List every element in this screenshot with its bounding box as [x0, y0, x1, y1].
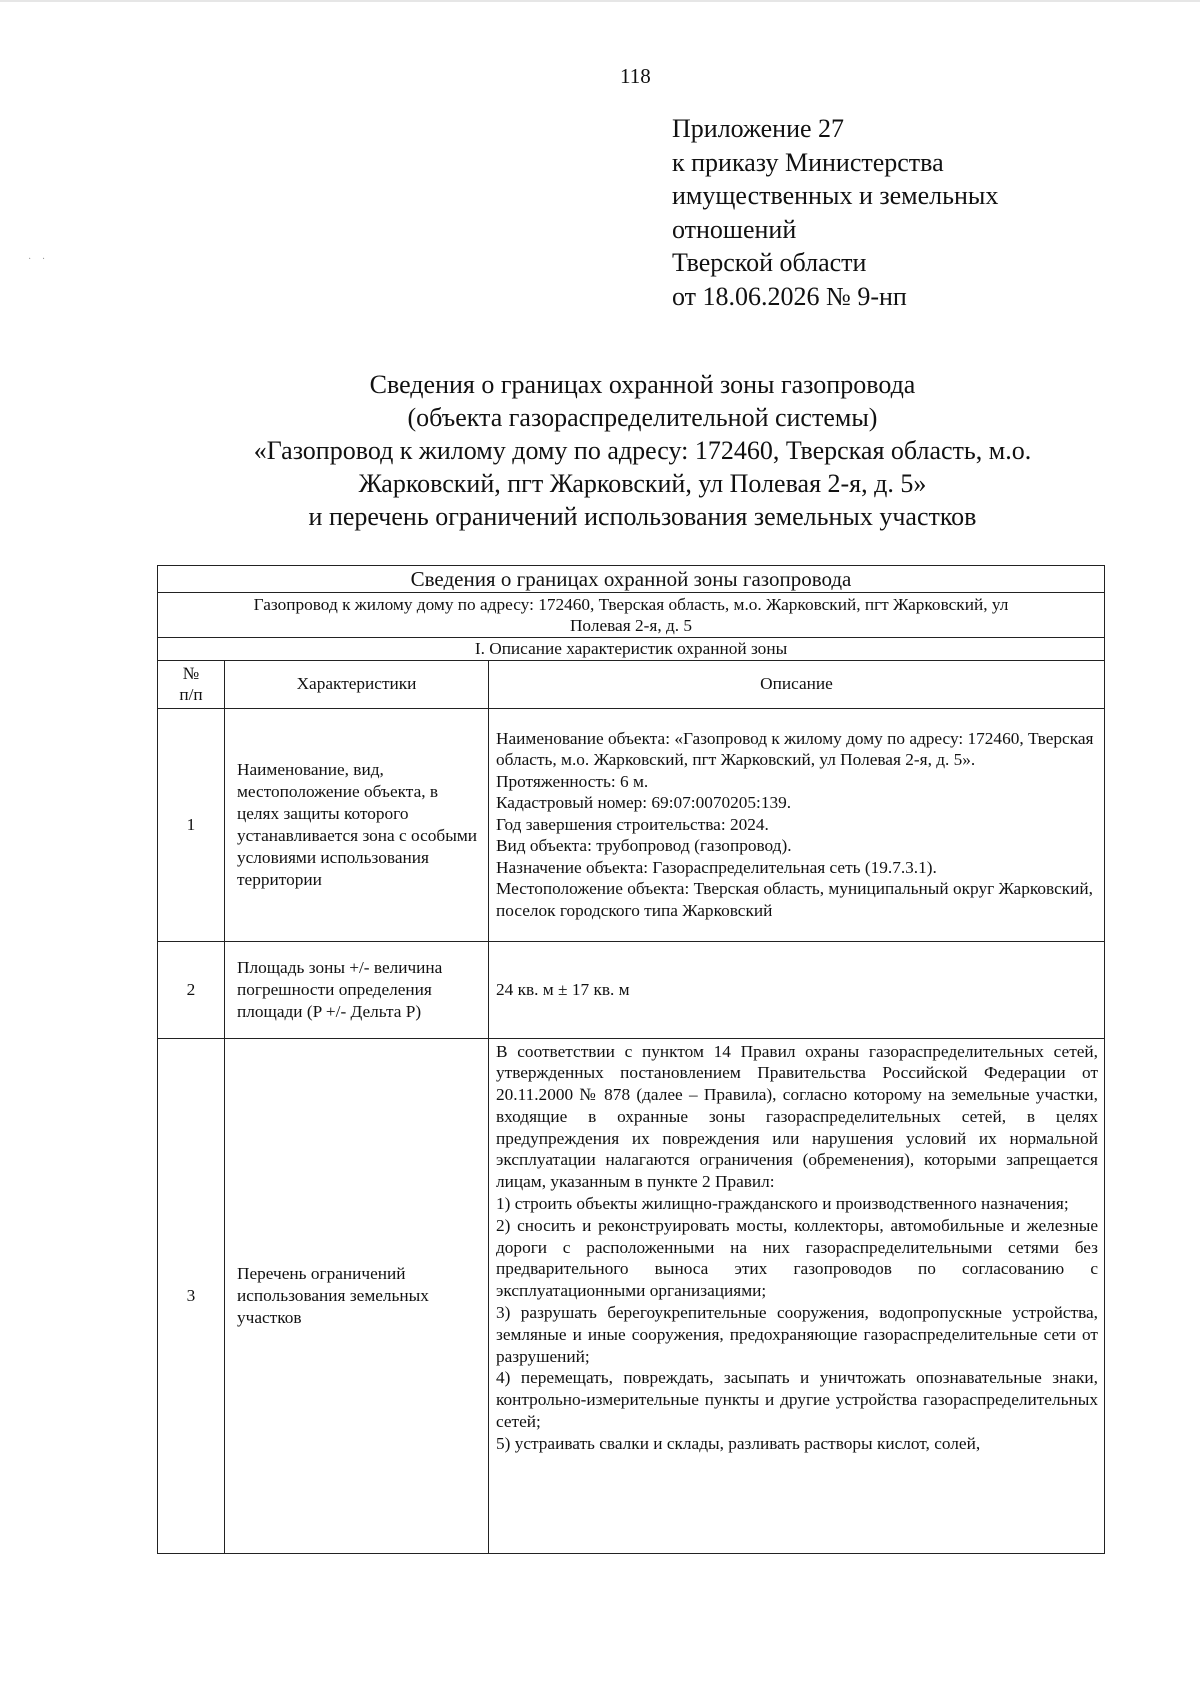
row-number: 3 — [158, 1038, 225, 1553]
row-characteristic: Перечень ограничений использования земельных участков — [225, 1038, 489, 1553]
title-line: Сведения о границах охранной зоны газопровода — [369, 370, 916, 399]
row-number: 1 — [158, 708, 225, 941]
description-paragraph: 3) разрушать берегоукрепительные сооружения, водопропускные устройства, земляные и иные сооружения, предохраняющие газораспределительные сети от разрушений; — [496, 1303, 1098, 1366]
column-header-description: Описание — [489, 660, 1105, 708]
appendix-line: Приложение 27 — [672, 114, 845, 143]
description-paragraph: 5) устраивать свалки и склады, разливать растворы кислот, солей, — [496, 1433, 981, 1453]
page-number: 118 — [620, 64, 651, 88]
appendix-line: к приказу Министерства — [672, 147, 944, 177]
table-row — [158, 708, 1105, 941]
zone-info-table — [157, 565, 1105, 1554]
scan-specks: · · — [28, 254, 50, 265]
scan-top-edge — [0, 0, 1200, 2]
appendix-block — [672, 112, 998, 313]
row-description — [489, 1038, 1105, 1553]
description-line: Год завершения строительства: 2024. — [496, 814, 769, 834]
description-line: 24 кв. м ± 17 кв. м — [496, 979, 630, 999]
column-header-number-line: п/п — [179, 685, 203, 704]
row-characteristic: Наименование, вид, местоположение объекта, в целях защиты которого устанавливается зона с особыми условиями использования территории — [225, 708, 489, 941]
description-line: Протяженность: 6 м. — [496, 771, 649, 791]
description-paragraph: 1) строить объекты жилищно-гражданского и производственного назначения; — [496, 1194, 1069, 1214]
title-line: (объекта газораспределительной системы) — [407, 403, 878, 432]
column-header-number — [158, 660, 225, 708]
appendix-line: Тверской области — [672, 248, 867, 277]
table-row — [158, 941, 1105, 1038]
title-line: Жарковский, пгт Жарковский, ул Полевая 2-я, д. 5» — [358, 469, 927, 498]
description-line: Кадастровый номер: 69:07:0070205:139. — [496, 793, 792, 813]
row-description — [489, 708, 1105, 941]
table-object-name — [158, 593, 1105, 638]
description-line: Местоположение объекта: Тверская область, муниципальный округ Жарковский, поселок городского типа Жарковский — [496, 879, 1093, 920]
title-line: и перечень ограничений использования земельных участков — [308, 502, 977, 531]
row-description — [489, 941, 1105, 1038]
column-header-characteristics: Характеристики — [225, 660, 489, 708]
appendix-line: от 18.06.2026 № 9-нп — [672, 281, 907, 311]
table-heading: Сведения о границах охранной зоны газопровода — [158, 566, 1105, 593]
row-characteristic: Площадь зоны +/- величина погрешности определения площади (P +/- Дельта P) — [225, 941, 489, 1038]
description-line: Наименование объекта: «Газопровод к жилому дому по адресу: 172460, Тверская область, м.о. Жарковский, пгт Жарковский, ул Полевая 2-я, д. 5». — [496, 728, 1094, 770]
column-header-number-line: № — [182, 663, 200, 683]
appendix-line: имущественных и земельных — [672, 181, 999, 210]
document-title — [150, 368, 1135, 533]
description-paragraph: 2) сносить и реконструировать мосты, коллекторы, автомобильные и железные дороги с расположенными на них газораспределительными сетями без предварительного выноса этих газопроводов по согласованию с эксплуатационными организациями; — [496, 1215, 1098, 1301]
appendix-line: отношений — [672, 214, 797, 244]
description-line: Назначение объекта: Газораспределительная сеть (19.7.3.1). — [496, 857, 937, 877]
table-row — [158, 1038, 1105, 1553]
description-paragraph: В соответствии с пунктом 14 Правил охраны газораспределительных сетей, утвержденных постановлением Правительства Российской Федерации от 20.11.2000 № 878 (далее – Правила), согласно которому на земельные участки, входящие в охранные зоны газораспределительных сетей, в целях предупреждения их повреждения или нарушения условий их нормальной эксплуатации налагаются ограничения (обременения), которыми запрещается лицам, указанным в пункте 2 Правил: — [496, 1041, 1098, 1192]
description-line: Вид объекта: трубопровод (газопровод). — [496, 836, 792, 856]
row-number: 2 — [158, 941, 225, 1038]
object-line: Полевая 2-я, д. 5 — [569, 616, 693, 635]
description-paragraph: 4) перемещать, повреждать, засыпать и уничтожать опознавательные знаки, контрольно-измерительные пункты и другие устройства газораспределительных сетей; — [496, 1368, 1098, 1432]
title-line: «Газопровод к жилому дому по адресу: 172460, Тверская область, м.о. — [253, 436, 1032, 465]
table-section-title: I. Описание характеристик охранной зоны — [158, 638, 1105, 661]
object-line: Газопровод к жилому дому по адресу: 172460, Тверская область, м.о. Жарковский, пгт Жарковский, ул — [253, 595, 1009, 614]
